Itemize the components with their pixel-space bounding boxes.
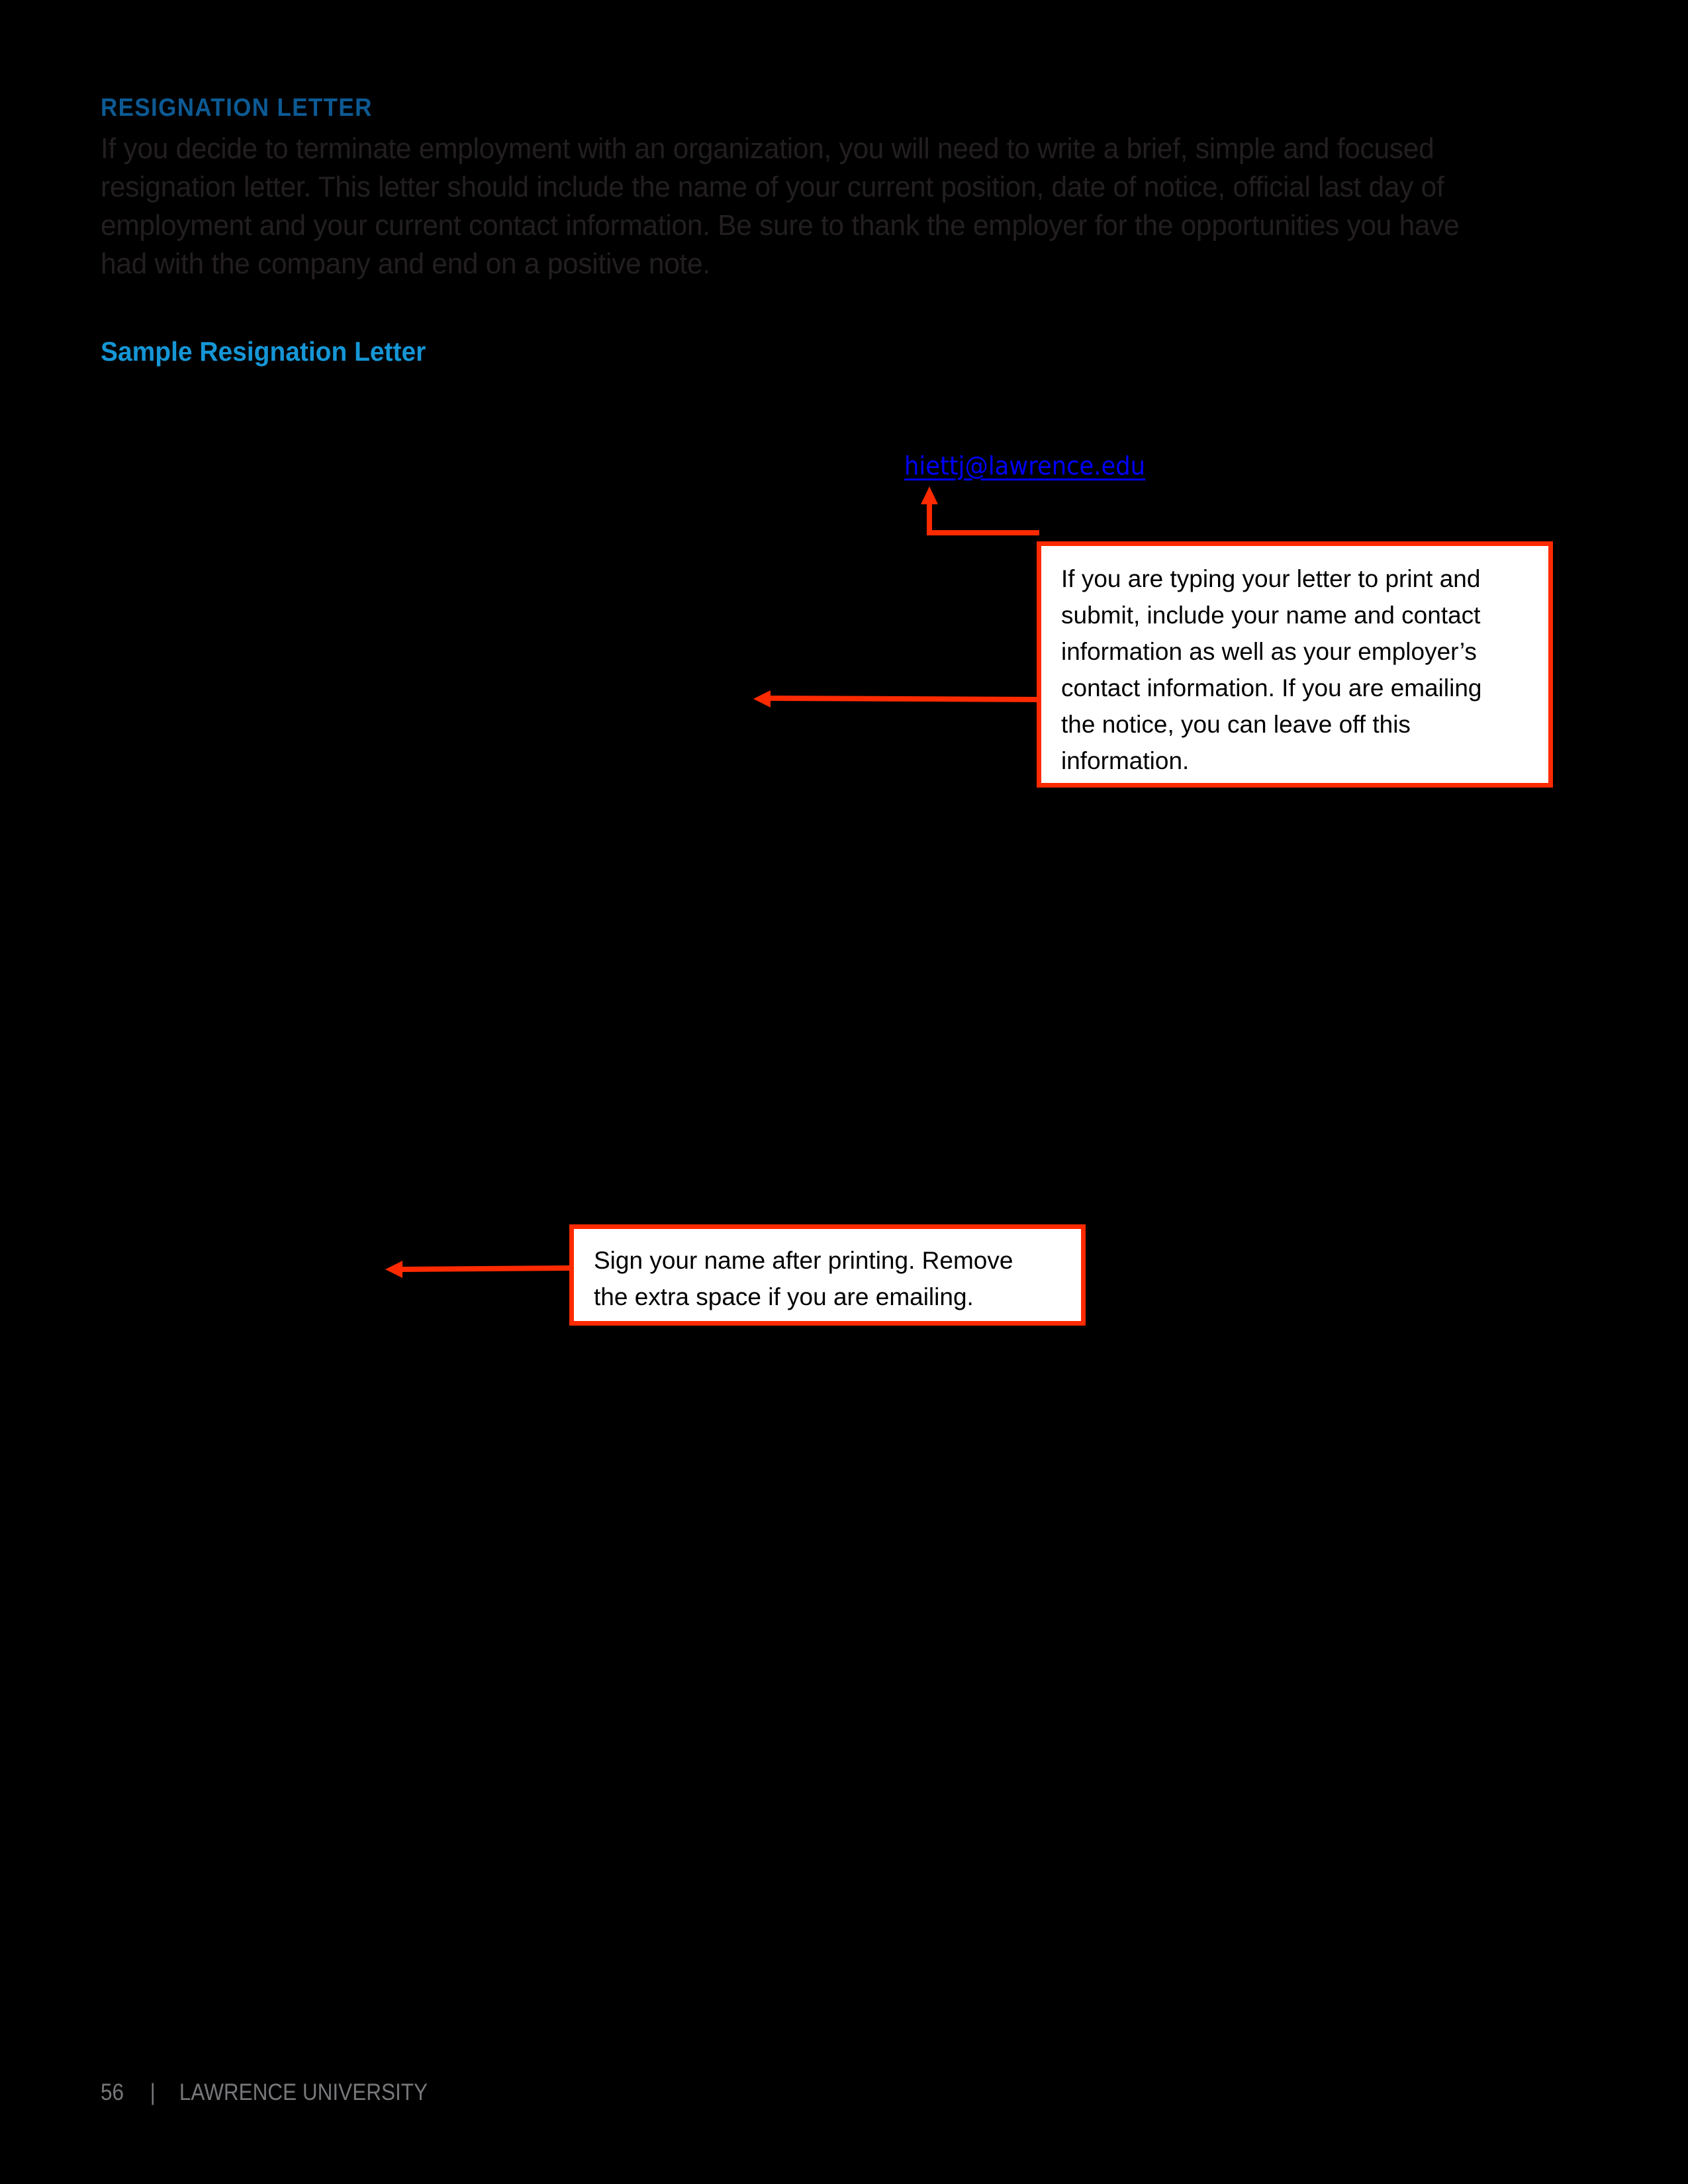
callout-signature (569, 1224, 1086, 1326)
section-heading: RESIGNATION LETTER (101, 94, 373, 122)
page-footer (101, 2079, 428, 2106)
publication-name: LAWRENCE UNIVERSITY (179, 2079, 428, 2105)
arrow-left-icon (753, 690, 1039, 707)
page-number: 56 (101, 2079, 124, 2105)
intro-line: If you decide to terminate employment with an organization, you will need to write a brief, simple and focused (101, 132, 1434, 165)
intro-paragraph (101, 130, 1590, 283)
intro-line: resignation letter. This letter should include the name of your current position, date of notice, official last day of (101, 171, 1444, 203)
callout-line: the extra space if you are emailing. (594, 1283, 974, 1310)
intro-line: employment and your current contact information. Be sure to thank the employer for the opportunities you have (101, 209, 1460, 242)
email-link[interactable]: hiettj@lawrence.edu (904, 451, 1146, 480)
callout-line: If you are typing your letter to print and (1061, 565, 1481, 592)
arrow-up-icon (921, 486, 1039, 533)
callout-line: information. (1061, 747, 1190, 774)
intro-line: had with the company and end on a positive note. (101, 248, 710, 280)
footer-separator: | (150, 2079, 156, 2105)
callout-line: information as well as your employer’s (1061, 638, 1477, 665)
callout-contact-info (1037, 541, 1553, 788)
callout-line: the notice, you can leave off this (1061, 711, 1411, 738)
arrow-left-icon (385, 1261, 571, 1278)
callout-line: Sign your name after printing. Remove (594, 1247, 1013, 1274)
callout-line: contact information. If you are emailing (1061, 674, 1482, 702)
sample-letter-heading: Sample Resignation Letter (101, 336, 426, 367)
callout-line: submit, include your name and contact (1061, 602, 1481, 629)
